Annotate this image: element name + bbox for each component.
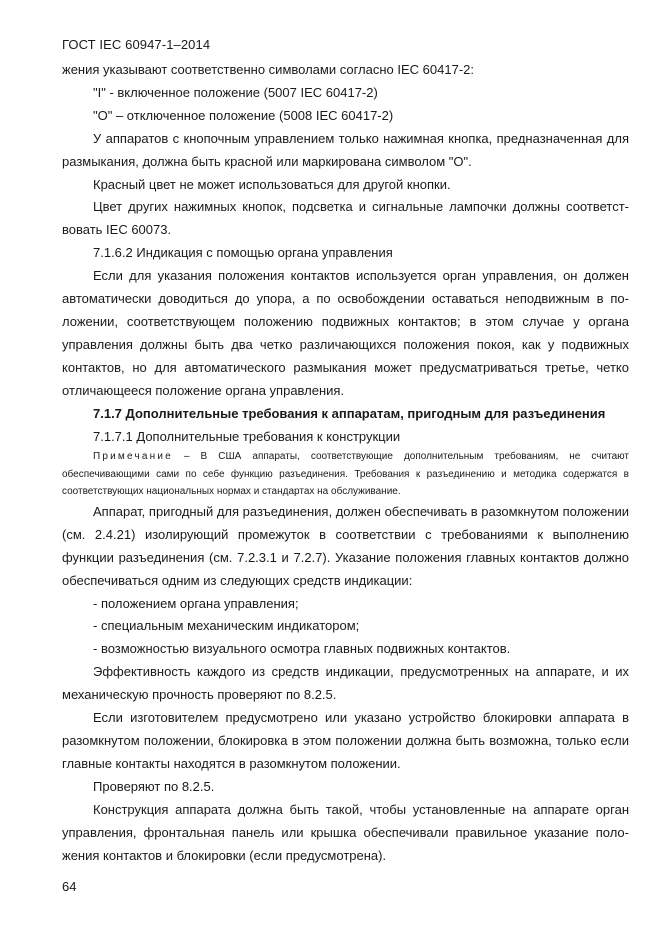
symbol-off-line: "O" – отключенное положение (5008 IEC 60417-2) — [93, 107, 394, 123]
list-item: - возможностью визуального осмотра главных подвижных контактов. — [93, 641, 511, 657]
list-item: - специальным механическим индикатором; — [93, 618, 360, 634]
paragraph-other-colors: Цвет других нажимных кнопок, подсветка и сигнальные лампочки должны соответствовать IEC 60073. — [62, 199, 629, 238]
paragraph-effectiveness: Эффективность каждого из средств индикации, предусмотренных на аппарате, и их механическую прочность проверяют по 8.2.5. — [62, 664, 629, 703]
paragraph-locking: Если изготовителем предусмотрено или указано устройство блокировки аппарата в разомкнутом положении, блокировка в этом положении должна быть возможна, только если главные контакты находятся в разомкнутом положении. — [62, 710, 629, 771]
paragraph-pushbutton: У аппаратов с кнопочным управлением только нажимная кнопка, предназначенная для размыкания, должна быть красной или маркирована символом "O". — [62, 130, 629, 169]
paragraph-construction: Конструкция аппарата должна быть такой, чтобы установленные на аппарате орган управления, фронтальная панель или крышка обеспечивали правильное указание положения контактов и блокировки (если предусмотрена). — [62, 801, 629, 863]
note-label: Примечание — [93, 451, 173, 463]
list-item: - положением органа управления; — [93, 595, 299, 611]
page-number: 64 — [62, 879, 77, 894]
document-body — [62, 59, 629, 867]
paragraph-red-color: Красный цвет не может использоваться для другой кнопки. — [93, 176, 451, 192]
paragraph-isolation-gap: Аппарат, пригодный для разъединения, должен обеспечивать в разомкнутом положении (см. 2.4.21) изолирующий промежуток в соответствии с требованиями к выполнению функции разъединения (см. 7.2.3.1 и 7.2.7). Указание положения главных контактов должно обеспечиваться одним из следующих средств индикации: — [62, 503, 629, 588]
section-heading-7-1-6-2: 7.1.6.2 Индикация с помощью органа управления — [93, 245, 393, 261]
paragraph-actuator-indication: Если для указания положения контактов используется орган управления, он должен автоматически доводиться до упора, а по освобождении оставаться неподвижным в положении, соответствующем положению подвижных контактов; в этом случае у органа управления должны быть два четко различающихся положения покоя, как у подвижных контактов, но для автоматического размыкания может предусматриваться третье, четко отличающееся положение органа управления. — [62, 268, 629, 398]
document-header: ГОСТ IEC 60947-1–2014 — [62, 37, 211, 52]
section-heading-7-1-7-1: 7.1.7.1 Дополнительные требования к конструкции — [93, 428, 401, 444]
note-text: – В США аппараты, соответствующие дополнительным требованиям, не считают обеспечивающими сами по себе функцию разъединения. Требования к разъединению и методика содержатся в соответствующих национальных нормах и стандартах на обслуживание. — [62, 451, 629, 498]
symbol-on-line: "I" - включенное положение (5007 IEC 60417-2) — [93, 84, 378, 100]
note-block — [62, 448, 629, 501]
paragraph-continuation: жения указывают соответственно символами согласно IEC 60417-2: — [62, 62, 474, 77]
paragraph-verification: Проверяют по 8.2.5. — [93, 778, 215, 794]
section-heading-7-1-7: 7.1.7 Дополнительные требования к аппаратам, пригодным для разъединения — [93, 405, 606, 421]
